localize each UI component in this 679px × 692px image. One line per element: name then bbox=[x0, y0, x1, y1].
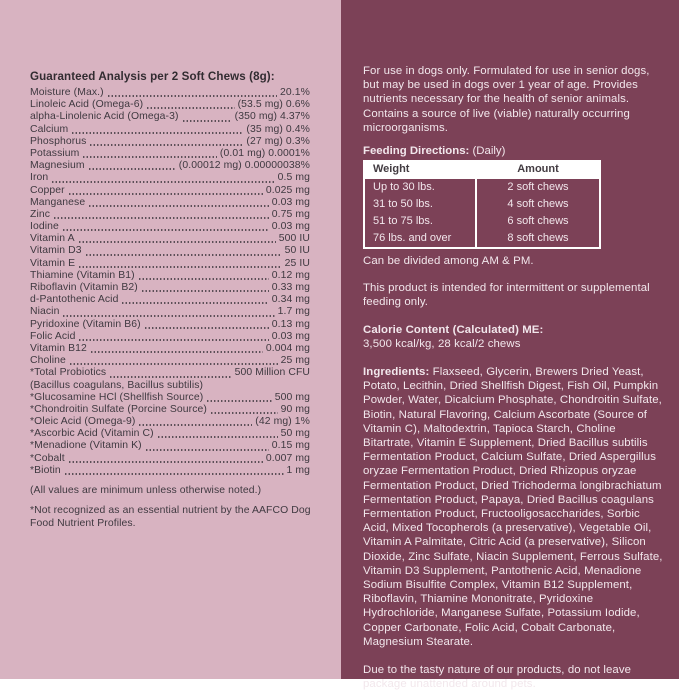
analysis-row bbox=[30, 209, 310, 221]
nutrient-value: 0.03 mg bbox=[271, 221, 310, 233]
dot-leader bbox=[121, 302, 268, 304]
dot-leader bbox=[182, 120, 232, 122]
analysis-row bbox=[30, 404, 310, 416]
dot-leader bbox=[64, 473, 284, 475]
analysis-row bbox=[30, 245, 310, 257]
nutrient-value: 0.12 mg bbox=[271, 269, 310, 281]
nutrient-label: Thiamine (Vitamin B1) bbox=[30, 269, 135, 281]
nutrient-value: (42 mg) 1% bbox=[255, 416, 310, 428]
nutrient-label: d-Pantothenic Acid bbox=[30, 294, 119, 306]
dot-leader bbox=[89, 144, 243, 146]
dot-leader bbox=[68, 461, 263, 463]
nutrient-value: 0.004 mg bbox=[265, 342, 310, 354]
nutrient-value: 500 Million CFU bbox=[234, 367, 310, 379]
nutrient-label: Folic Acid bbox=[30, 330, 76, 342]
nutrient-value: 0.025 mg bbox=[265, 184, 310, 196]
nutrient-value: 1 mg bbox=[286, 464, 310, 476]
nutrient-value: (53.5 mg) 0.6% bbox=[237, 99, 310, 111]
nutrient-label: Iodine bbox=[30, 221, 59, 233]
nutrient-label: Potassium bbox=[30, 147, 80, 159]
ingredients-text: Flaxseed, Glycerin, Brewers Dried Yeast, Potato, Lecithin, Dried Shellfish Digest, Fish Oil, Pumpkin Powder, Water, Dicalcium Phosphate, Chondroitin Sulfate, Biotin, Natural Flavoring, Calcium Ascorbate (Source of Vitamin C), Maltodextrin, Tapioca Starch, Choline Bitartrate, Vitamin E Supplement, Dried Bacillus subtilis Fermentation Product, Calcium Sulfate, Dried Aspergillus oryzae Fermentation Product, Dried Rhizopus oryzae Fermentation Product, Dried Trichoderma longibrachiatum Fermentation Product, Papaya, Dried Bacillus coagulans Fermentation Product, Fructooligosaccharides, Sorbic Acid, Mixed Tocopherols (a preservative), Vegetable Oil, Vitamin A Palmitate, Citric Acid (a preservative), Silicon Dioxide, Zinc Sulfate, Niacin Supplement, Ferrous Sulfate, Vitamin D3 Supplement, Pantothenic Acid, Menadione Sodium Bisulfite Complex, Vitamin B12 Supplement, Riboflavin, Thiamine Mononitrate, Pyridoxine Hydrochloride, Manganese Sulfate, Potassium Iodide, Copper Carbonate, Folic Acid, Cobalt Carbonate, Magnesium Stearate. bbox=[363, 366, 663, 648]
feeding-table bbox=[363, 160, 601, 249]
nutrient-value: 500 mg bbox=[274, 391, 310, 403]
analysis-row bbox=[30, 221, 310, 233]
directions-panel bbox=[341, 0, 679, 691]
weight-cell: 31 to 50 lbs. bbox=[365, 196, 475, 213]
guaranteed-analysis-panel bbox=[0, 0, 341, 679]
nutrient-label: *Total Probiotics bbox=[30, 367, 107, 379]
nutrient-label: Vitamin A bbox=[30, 233, 75, 245]
dot-leader bbox=[88, 168, 176, 170]
nutrient-value: (350 mg) 4.37% bbox=[234, 111, 310, 123]
feeding-table-row bbox=[365, 196, 599, 213]
dot-leader bbox=[141, 290, 269, 292]
dot-leader bbox=[62, 315, 274, 317]
nutrient-label: Linoleic Acid (Omega-6) bbox=[30, 99, 144, 111]
nutrient-label: Vitamin B12 bbox=[30, 342, 87, 354]
weight-cell: 51 to 75 lbs. bbox=[365, 213, 475, 230]
nutrient-label: Riboflavin (Vitamin B2) bbox=[30, 282, 138, 293]
usage-intro: For use in dogs only. Formulated for use in senior dogs, but may be used in dogs over 1 year of age. Provides nutrients necessary for the health of senior animals. Contains a source of live (viable) naturally occurring microorganisms. bbox=[363, 65, 650, 134]
nutrient-value: (35 mg) 0.4% bbox=[246, 123, 310, 135]
guaranteed-analysis-heading: Guaranteed Analysis per 2 Soft Chews (8g): bbox=[30, 70, 275, 83]
analysis-row bbox=[30, 453, 310, 465]
nutrient-label: Pyridoxine (Vitamin B6) bbox=[30, 318, 141, 330]
dot-leader bbox=[145, 449, 269, 451]
dot-leader bbox=[78, 266, 281, 268]
nutrient-value: 20.1% bbox=[280, 87, 310, 98]
intermittent-feeding-note: This product is intended for intermittent or supplemental feeding only. bbox=[363, 282, 650, 309]
dot-leader bbox=[82, 156, 217, 158]
nutrient-value: 0.33 mg bbox=[271, 282, 310, 293]
weight-cell: Up to 30 lbs. bbox=[365, 179, 475, 196]
ingredients-label: Ingredients: bbox=[363, 366, 430, 379]
analysis-row bbox=[30, 319, 310, 331]
pets-warning: Due to the tasty nature of our products, do not leave package unattended around pets. bbox=[363, 664, 632, 691]
dot-leader bbox=[85, 254, 282, 256]
nutrient-label: *Glucosamine HCl (Shellfish Source) bbox=[30, 391, 204, 403]
nutrient-label: Vitamin E bbox=[30, 257, 76, 269]
nutrient-label: Niacin bbox=[30, 306, 60, 318]
feeding-table-row bbox=[365, 230, 599, 247]
aafco-note: *Not recognized as an essential nutrient by the AAFCO Dog Food Nutrient Profiles. bbox=[30, 505, 311, 529]
nutrient-value: 0.007 mg bbox=[265, 452, 310, 464]
amount-cell: 6 soft chews bbox=[477, 213, 599, 230]
analysis-row bbox=[30, 270, 310, 282]
feeding-directions-bold: Feeding Directions: bbox=[363, 145, 470, 158]
dot-leader bbox=[53, 217, 269, 219]
dot-leader bbox=[71, 132, 243, 134]
dot-leader bbox=[107, 95, 277, 97]
nutrient-label: Phosphorus bbox=[30, 135, 87, 147]
analysis-row bbox=[30, 440, 310, 452]
nutrient-label: Vitamin D3 bbox=[30, 245, 82, 257]
analysis-row bbox=[30, 197, 310, 209]
analysis-row bbox=[30, 172, 310, 184]
nutrient-label: Iron bbox=[30, 172, 49, 184]
nutrient-label: Magnesium bbox=[30, 160, 85, 172]
guaranteed-analysis-list bbox=[30, 87, 310, 477]
analysis-row bbox=[30, 428, 310, 440]
nutrient-label: Manganese bbox=[30, 196, 86, 208]
nutrient-value: 25 IU bbox=[284, 257, 310, 269]
analysis-row bbox=[30, 343, 310, 355]
nutrient-value: (0.01 mg) 0.0001% bbox=[219, 147, 310, 159]
dot-leader bbox=[138, 278, 269, 280]
nutrient-label: Calcium bbox=[30, 123, 69, 135]
nutrient-label: *Oleic Acid (Omega-9) bbox=[30, 416, 136, 428]
analysis-row bbox=[30, 392, 310, 404]
analysis-row bbox=[30, 331, 310, 343]
analysis-row bbox=[30, 294, 310, 306]
nutrient-label: alpha-Linolenic Acid (Omega-3) bbox=[30, 111, 179, 123]
analysis-row bbox=[30, 306, 310, 318]
analysis-row bbox=[30, 185, 310, 197]
dot-leader bbox=[206, 400, 271, 402]
nutrient-value: 50 IU bbox=[284, 245, 310, 257]
dot-leader bbox=[51, 181, 274, 183]
analysis-row bbox=[30, 367, 310, 379]
analysis-row bbox=[30, 160, 310, 172]
weight-column-header: Weight bbox=[365, 162, 475, 177]
feeding-directions-heading bbox=[363, 145, 667, 157]
amount-cell: 8 soft chews bbox=[477, 230, 599, 247]
dot-leader bbox=[109, 376, 231, 378]
dot-leader bbox=[62, 229, 269, 231]
nutrient-label: *Biotin bbox=[30, 464, 61, 476]
nutrient-value: 0.03 mg bbox=[271, 196, 310, 208]
feeding-table-body bbox=[365, 179, 599, 247]
nutrient-label: *Ascorbic Acid (Vitamin C) bbox=[30, 428, 154, 440]
dot-leader bbox=[78, 241, 276, 243]
nutrient-label: (Bacillus coagulans, Bacillus subtilis) bbox=[30, 379, 204, 391]
feeding-directions-suffix: (Daily) bbox=[469, 145, 506, 158]
nutrient-value: (0.00012 mg) 0.00000038% bbox=[178, 160, 310, 172]
nutrient-value: 0.03 mg bbox=[271, 330, 310, 342]
analysis-row bbox=[30, 99, 310, 111]
analysis-row bbox=[30, 111, 310, 123]
nutrient-label: Zinc bbox=[30, 208, 51, 220]
divided-dosage-note: Can be divided among AM & PM. bbox=[363, 255, 534, 268]
amount-cell: 2 soft chews bbox=[477, 179, 599, 196]
dot-leader bbox=[78, 339, 268, 341]
dot-leader bbox=[90, 351, 263, 353]
feeding-table-header bbox=[365, 162, 599, 177]
dot-leader bbox=[146, 107, 234, 109]
dot-leader bbox=[69, 363, 278, 365]
nutrient-label: Copper bbox=[30, 184, 65, 196]
nutrient-value: 1.7 mg bbox=[277, 306, 310, 318]
dot-leader bbox=[157, 436, 278, 438]
dot-leader bbox=[68, 193, 263, 195]
nutrient-value: 0.34 mg bbox=[271, 294, 310, 306]
feeding-table-row bbox=[365, 213, 599, 230]
calorie-content-heading: Calorie Content (Calculated) ME: bbox=[363, 323, 544, 336]
nutrient-value: 25 mg bbox=[280, 355, 310, 367]
calorie-content-value: 3,500 kcal/kg, 28 kcal/2 chews bbox=[363, 337, 521, 350]
dot-leader bbox=[144, 327, 269, 329]
analysis-row bbox=[30, 380, 310, 392]
nutrient-value: 0.15 mg bbox=[271, 440, 310, 452]
analysis-row bbox=[30, 416, 310, 428]
analysis-row bbox=[30, 148, 310, 160]
analysis-row bbox=[30, 465, 310, 477]
ingredients-paragraph bbox=[363, 365, 667, 649]
analysis-row bbox=[30, 282, 310, 294]
nutrient-label: *Cobalt bbox=[30, 452, 65, 464]
nutrient-label: *Menadione (Vitamin K) bbox=[30, 440, 142, 452]
dot-leader bbox=[88, 205, 269, 207]
nutrient-value: 500 IU bbox=[278, 233, 310, 245]
amount-cell: 4 soft chews bbox=[477, 196, 599, 213]
analysis-row bbox=[30, 87, 310, 99]
dot-leader bbox=[138, 424, 252, 426]
analysis-row bbox=[30, 355, 310, 367]
nutrient-value: (27 mg) 0.3% bbox=[246, 135, 310, 147]
amount-column-header: Amount bbox=[477, 162, 599, 177]
minimum-values-note: (All values are minimum unless otherwise noted.) bbox=[30, 485, 262, 496]
dot-leader bbox=[210, 412, 278, 414]
nutrient-value: 0.75 mg bbox=[271, 208, 310, 220]
nutrient-label: *Chondroitin Sulfate (Porcine Source) bbox=[30, 403, 207, 415]
analysis-row bbox=[30, 124, 310, 136]
nutrient-value: 90 mg bbox=[280, 403, 310, 415]
analysis-row bbox=[30, 136, 310, 148]
feeding-table-row bbox=[365, 179, 599, 196]
analysis-row bbox=[30, 258, 310, 270]
nutrient-value: 0.13 mg bbox=[271, 318, 310, 330]
nutrient-label: Moisture (Max.) bbox=[30, 87, 104, 98]
nutrient-value: 50 mg bbox=[280, 428, 310, 440]
weight-cell: 76 lbs. and over bbox=[365, 230, 475, 247]
nutrient-value: 0.5 mg bbox=[277, 172, 310, 184]
analysis-row bbox=[30, 233, 310, 245]
nutrient-label: Choline bbox=[30, 355, 66, 367]
